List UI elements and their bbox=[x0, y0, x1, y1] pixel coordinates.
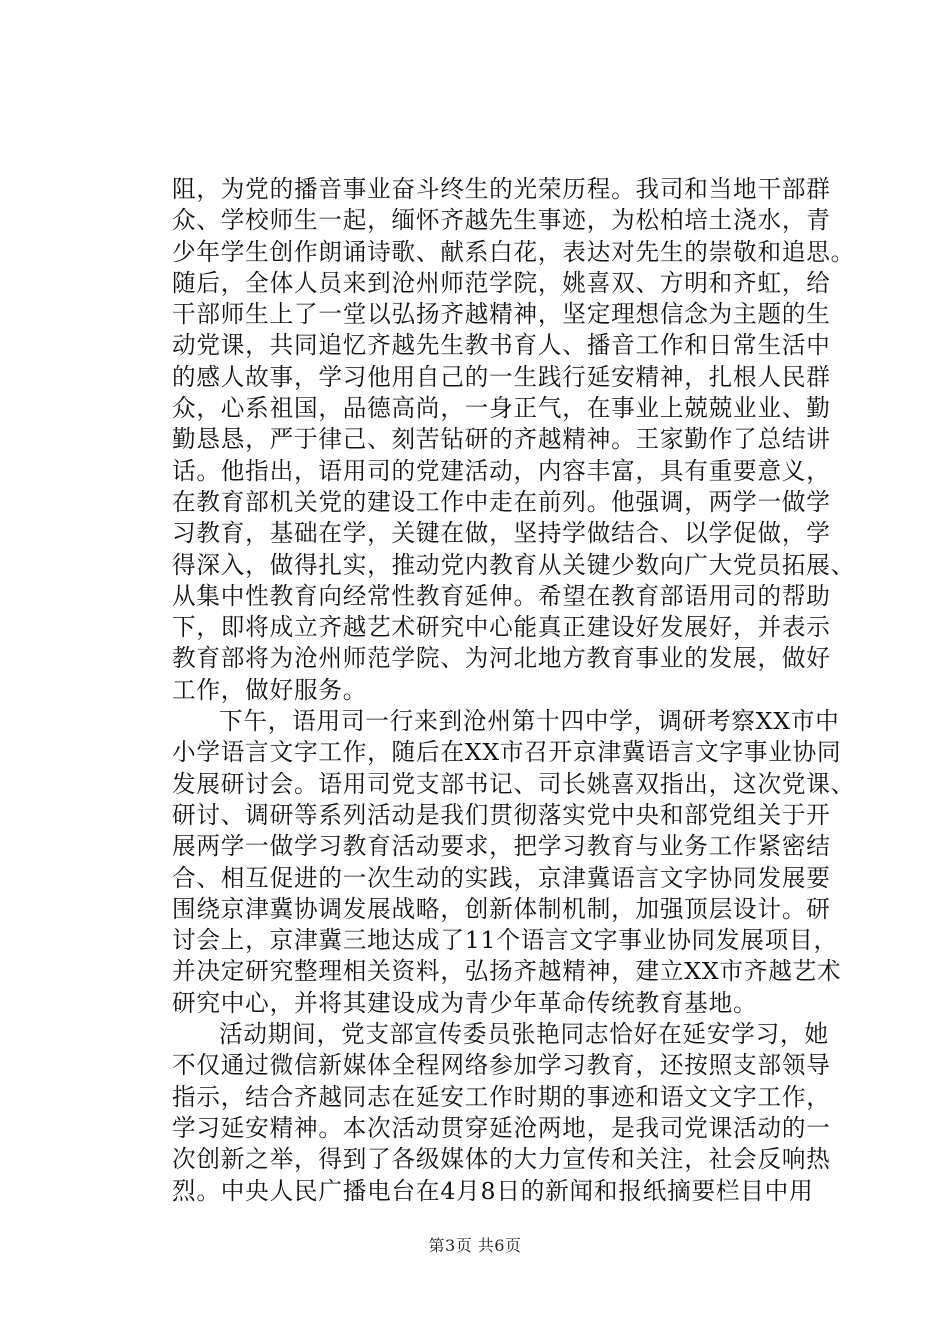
paragraph-start-line: 活动期间，党支部宣传委员张艳同志恰好在延安学习，她 bbox=[219, 1020, 829, 1049]
text-line: 研究中心，并将其建设成为青少年革命传统教育基地。 bbox=[172, 988, 758, 1017]
paragraph-start-line: 下午，语用司一行来到沧州第十四中学，调研考察XX市中 bbox=[219, 707, 840, 736]
text-line: 阻，为党的播音事业奋斗终生的光荣历程。我司和当地干部群 bbox=[172, 175, 831, 203]
text-line: 烈。中央人民广播电台在4月8日的新闻和报纸摘要栏目中用 bbox=[172, 1176, 814, 1205]
text-line: 随后，全体人员来到沧州师范学院，姚喜双、方明和齐虹，给 bbox=[172, 268, 831, 297]
text-line: 众、学校师生一起，缅怀齐越先生事迹，为松柏培土浇水，青 bbox=[172, 206, 831, 235]
text-line: 习教育，基础在学，关键在做，坚持学做结合、以学促做，学 bbox=[172, 519, 831, 548]
text-line: 合、相互促进的一次生动的实践，京津冀语言文字协同发展要 bbox=[172, 863, 831, 892]
text-line: 勤恳恳，严于律己、刻苦钻研的齐越精神。王家勤作了总结讲 bbox=[172, 425, 831, 454]
text-line: 研讨、调研等系列活动是我们贯彻落实党中央和部党组关于开 bbox=[172, 800, 831, 829]
text-line: 围绕京津冀协调发展战略，创新体制机制，加强顶层设计。研 bbox=[172, 894, 831, 923]
text-line: 学习延安精神。本次活动贯穿延沧两地，是我司党课活动的一 bbox=[172, 1113, 831, 1142]
text-line: 从集中性教育向经常性教育延伸。希望在教育部语用司的帮助 bbox=[172, 581, 831, 610]
text-line: 指示，结合齐越同志在延安工作时期的事迹和语文文字工作， bbox=[172, 1082, 831, 1111]
text-line: 干部师生上了一堂以弘扬齐越精神，坚定理想信念为主题的生 bbox=[172, 300, 831, 329]
text-line: 教育部将为沧州师范学院、为河北地方教育事业的发展，做好 bbox=[172, 644, 831, 673]
text-line: 动党课，共同追忆齐越先生教书育人、播音工作和日常生活中 bbox=[172, 331, 831, 360]
text-line: 在教育部机关党的建设工作中走在前列。他强调，两学一做学 bbox=[172, 487, 831, 516]
text-line: 工作，做好服务。 bbox=[172, 675, 368, 704]
text-line: 发展研讨会。语用司党支部书记、司长姚喜双指出，这次党课、 bbox=[172, 769, 856, 798]
text-line: 讨会上，京津冀三地达成了11个语言文字事业协同发展项目， bbox=[172, 926, 838, 955]
text-line: 并决定研究整理相关资料，弘扬齐越精神，建立XX市齐越艺术 bbox=[172, 957, 842, 986]
text-line: 展两学一做学习教育活动要求，把学习教育与业务工作紧密结 bbox=[172, 832, 831, 861]
text-line: 下，即将成立齐越艺术研究中心能真正建设好发展好，并表示 bbox=[172, 613, 831, 642]
text-line: 话。他指出，语用司的党建活动，内容丰富，具有重要意义， bbox=[172, 456, 831, 485]
text-line: 少年学生创作朗诵诗歌、献系白花，表达对先生的崇敬和追思。 bbox=[172, 237, 856, 266]
text-line: 小学语言文字工作，随后在XX市召开京津冀语言文字事业协同 bbox=[172, 738, 842, 767]
text-line: 不仅通过微信新媒体全程网络参加学习教育，还按照支部领导 bbox=[172, 1051, 831, 1080]
document-body bbox=[172, 174, 856, 1207]
page-number-footer: 第3页 共6页 bbox=[428, 1236, 522, 1255]
text-line: 众，心系祖国，品德高尚，一身正气，在事业上兢兢业业、勤 bbox=[172, 394, 831, 423]
text-line: 次创新之举，得到了各级媒体的大力宣传和关注，社会反响热 bbox=[172, 1145, 831, 1174]
text-line: 得深入，做得扎实，推动党内教育从关键少数向广大党员拓展、 bbox=[172, 550, 856, 579]
text-line: 的感人故事，学习他用自己的一生践行延安精神，扎根人民群 bbox=[172, 362, 831, 391]
